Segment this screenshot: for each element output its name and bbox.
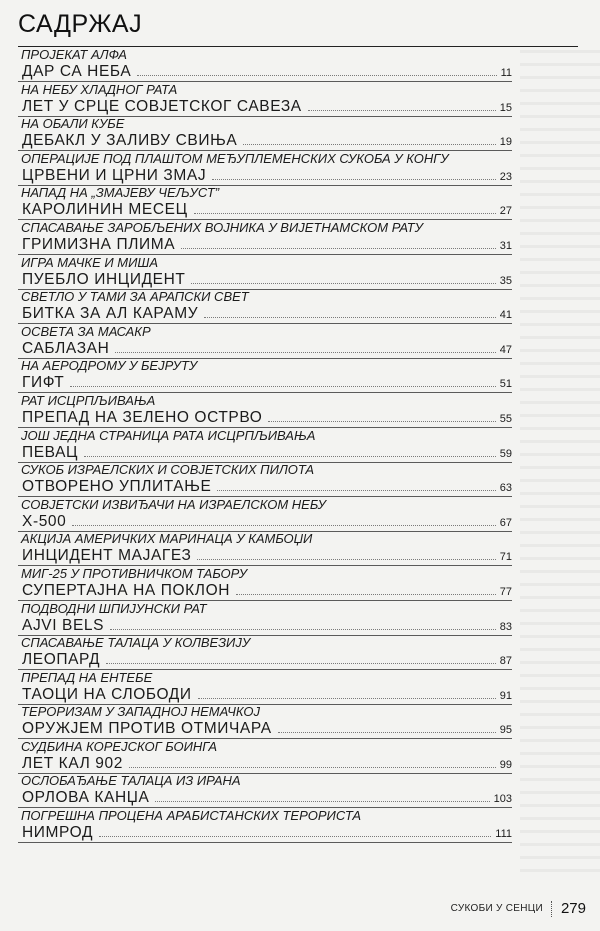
toc-entry-line	[18, 373, 512, 393]
page-number: 279	[560, 900, 586, 917]
toc-entry-title: Х-500	[22, 512, 67, 530]
toc-entry-title: ДАР СА НЕБА	[22, 63, 132, 80]
toc-entry-line	[18, 754, 512, 774]
toc-entry-subtitle: РАТ ИСЦРПЉИВАЊА	[21, 392, 156, 408]
toc-entry-line	[18, 235, 512, 255]
toc-entry-page: 41	[499, 309, 512, 322]
dot-leader	[84, 455, 496, 457]
toc-entry-title: ГРИМИЗНА ПЛИМА	[22, 235, 176, 253]
dot-leader	[110, 628, 496, 630]
toc-entry-subtitle: ПОДВОДНИ ШПИЈУНСКИ РАТ	[21, 600, 207, 616]
toc-entry-line	[18, 477, 512, 497]
toc-entry-subtitle: СОВЈЕТСКИ ИЗВИЂАЧИ НА ИЗРАЕЛСКОМ НЕБУ	[21, 496, 326, 512]
toc-entry-title: СУПЕРТАЈНА НА ПОКЛОН	[22, 581, 231, 599]
toc-entry-line	[18, 166, 512, 186]
toc-entry-page: 103	[493, 793, 512, 806]
toc-entry-subtitle: ОПЕРАЦИЈЕ ПОД ПЛАШТОМ МЕЂУПЛЕМЕНСКИХ СУКОБА У КОНГУ	[21, 150, 449, 166]
toc-entry-line	[18, 443, 512, 463]
toc-entry-page: 31	[499, 239, 512, 252]
toc-entry-title: ГИФТ	[22, 374, 65, 392]
toc-entry-subtitle: НАПАД НА „ЗМАЈЕВУ ЧЕЉУСТ”	[21, 185, 220, 201]
dot-leader	[212, 178, 496, 180]
toc-entry-subtitle: ПОГРЕШНА ПРОЦЕНА АРАБИСТАНСКИХ ТЕРОРИСТА	[21, 808, 361, 824]
toc-entry-title: ЦРВЕНИ И ЦРНИ ЗМАЈ	[22, 166, 207, 184]
dot-leader	[155, 800, 489, 802]
toc-entry-page: 55	[499, 412, 512, 425]
toc-entry-page: 11	[500, 67, 512, 79]
toc-entry-subtitle: НА АЕРОДРОМУ У БЕЈРУТУ	[21, 358, 198, 374]
toc-entry	[18, 152, 512, 187]
toc-entry-page: 91	[499, 689, 512, 702]
toc-entry-line	[18, 788, 512, 808]
toc-entry-page: 95	[499, 724, 512, 737]
toc-entry-page: 99	[499, 758, 512, 771]
toc-entry-subtitle: СВЕТЛО У ТАМИ ЗА АРАПСКИ СВЕТ	[21, 289, 249, 305]
dot-leader	[236, 593, 496, 595]
toc-entry	[18, 705, 512, 740]
toc-entry	[18, 83, 512, 118]
toc-entry-line	[18, 650, 512, 670]
toc-entry-title: ДЕБАКЛ У ЗАЛИВУ СВИЊА	[22, 132, 238, 150]
toc-entry	[18, 325, 512, 360]
dot-leader	[308, 109, 496, 111]
dot-leader	[99, 835, 491, 837]
toc-entry-subtitle: СПАСАВАЊЕ ЗАРОБЉЕНИХ ВОЈНИКА У ВИЈЕТНАМСКОМ РАТУ	[21, 219, 423, 235]
toc-entry	[18, 532, 512, 567]
toc-entry	[18, 117, 512, 152]
toc-entry-line	[18, 685, 512, 705]
toc-entry	[18, 394, 512, 429]
toc-entry-line	[18, 304, 512, 324]
toc-entry	[18, 186, 512, 221]
toc-entry-page: 71	[499, 551, 512, 564]
page-footer	[451, 900, 586, 917]
toc-entry-subtitle: ИГРА МАЧКЕ И МИША	[21, 254, 159, 270]
footer-divider	[551, 901, 553, 917]
toc-entry-subtitle: ТЕРОРИЗАМ У ЗАПАДНОЈ НЕМАЧКОЈ	[21, 704, 261, 720]
toc-entry	[18, 602, 512, 637]
dot-leader	[137, 74, 496, 76]
toc-entry-title: ПРЕПАД НА ЗЕЛЕНО ОСТРВО	[22, 408, 263, 426]
dot-leader	[204, 316, 496, 318]
dot-leader	[70, 385, 495, 387]
toc-entry-subtitle: ОСЛОБАЂАЊЕ ТАЛАЦА ИЗ ИРАНА	[21, 773, 241, 789]
toc-entry	[18, 740, 512, 775]
toc-entry-line	[18, 339, 512, 359]
toc-entry	[18, 498, 512, 533]
toc-entry-title: ТАОЦИ НА СЛОБОДИ	[22, 685, 192, 703]
dot-leader	[181, 247, 496, 249]
toc-entry-subtitle: ЈОШ ЈЕДНА СТРАНИЦА РАТА ИСЦРПЉИВАЊА	[21, 427, 316, 443]
toc-entry	[18, 567, 512, 602]
toc-entry	[18, 429, 512, 464]
toc-entry-title: ЛЕТ КАЛ 902	[22, 754, 123, 772]
toc-entry-title: БИТКА ЗА АЛ КАРАМУ	[22, 305, 199, 323]
toc-entry-page: 35	[499, 274, 512, 287]
toc-entry-line	[18, 200, 512, 220]
toc-entry-title: САБЛАЗАН	[22, 339, 110, 357]
toc-entry-line	[18, 62, 512, 82]
dot-leader	[198, 697, 496, 699]
dot-leader	[115, 351, 495, 353]
toc-entry-page: 111	[495, 828, 512, 841]
dot-leader	[217, 489, 495, 491]
toc-entry-subtitle: ОСВЕТА ЗА МАСАКР	[21, 323, 151, 339]
toc-entry-page: 59	[499, 447, 512, 460]
toc-entry-line	[18, 97, 512, 117]
toc-entry-page: 47	[499, 343, 512, 356]
toc-entry-title: КАРОЛИНИН МЕСЕЦ	[22, 201, 188, 219]
table-of-contents	[18, 48, 512, 844]
toc-entry-page: 15	[499, 101, 512, 114]
toc-entry-title: AJVI BELS	[22, 616, 105, 634]
toc-entry-subtitle: НА НЕБУ ХЛАДНОГ РАТА	[21, 81, 178, 97]
toc-entry-page: 77	[499, 585, 512, 598]
toc-entry-title: ЛЕОПАРД	[22, 651, 101, 669]
dot-leader	[106, 662, 496, 664]
dot-leader	[194, 212, 496, 214]
toc-entry	[18, 290, 512, 325]
toc-entry	[18, 463, 512, 498]
toc-entry-subtitle: АКЦИЈА АМЕРИЧКИХ МАРИНАЦА У КАМБОЏИ	[21, 531, 313, 547]
dot-leader	[129, 766, 496, 768]
toc-entry	[18, 48, 512, 83]
toc-entry-title: ПУЕБЛО ИНЦИДЕНТ	[22, 270, 186, 288]
dot-leader	[268, 420, 495, 422]
toc-entry	[18, 636, 512, 671]
toc-entry-line	[18, 546, 512, 566]
toc-entry-line	[18, 408, 512, 428]
toc-entry-subtitle: СПАСАВАЊЕ ТАЛАЦА У КОЛВЕЗИЈУ	[21, 635, 251, 651]
toc-entry-page: 23	[499, 170, 512, 183]
toc-entry-line	[18, 616, 512, 636]
toc-entry-title: ЛЕТ У СРЦЕ СОВЈЕТСКОГ САВЕЗА	[22, 97, 302, 115]
toc-entry-page: 27	[499, 205, 512, 218]
bleed-through-text	[520, 40, 600, 880]
toc-entry-line	[18, 270, 512, 290]
toc-entry-page: 63	[499, 482, 512, 495]
toc-entry	[18, 774, 512, 809]
toc-entry-page: 67	[499, 516, 512, 529]
toc-entry-page: 51	[499, 378, 512, 391]
toc-entry-subtitle: СУКОБ ИЗРАЕЛСКИХ И СОВЈЕТСКИХ ПИЛОТА	[21, 462, 315, 478]
toc-entry-subtitle: НА ОБАЛИ КУБЕ	[21, 116, 125, 132]
dot-leader	[197, 558, 495, 560]
toc-entry-title: ОТВОРЕНО УПЛИТАЊЕ	[22, 478, 212, 496]
book-title: СУКОБИ У СЕНЦИ	[450, 903, 543, 914]
toc-entry-title: ОРУЖЈЕМ ПРОТИВ ОТМИЧАРА	[22, 720, 272, 738]
toc-entry-title: ПЕВАЦ	[22, 443, 79, 461]
toc-entry	[18, 671, 512, 706]
dot-leader	[191, 282, 495, 284]
toc-entry-line	[18, 131, 512, 151]
toc-entry-title: НИМРОД	[22, 824, 94, 842]
toc-entry-title: ОРЛОВА КАНЏА	[22, 789, 150, 807]
page-title: САДРЖАЈ	[18, 10, 143, 38]
dot-leader	[72, 524, 495, 526]
toc-entry	[18, 256, 512, 291]
toc-entry-page: 87	[499, 655, 512, 668]
toc-entry	[18, 809, 512, 844]
toc-entry-subtitle: МИГ-25 У ПРОТИВНИЧКОМ ТАБОРУ	[21, 565, 248, 581]
toc-entry	[18, 221, 512, 256]
toc-entry-line	[18, 512, 512, 532]
toc-entry-subtitle: СУДБИНА КОРЕЈСКОГ БОИНГА	[21, 738, 217, 754]
toc-entry-title: ИНЦИДЕНТ МАЈАГЕЗ	[22, 547, 192, 565]
toc-entry-page: 19	[499, 136, 512, 149]
dot-leader	[278, 731, 496, 733]
toc-entry-page: 83	[499, 620, 512, 633]
dot-leader	[243, 143, 495, 145]
toc-entry-line	[18, 719, 512, 739]
toc-entry-line	[18, 581, 512, 601]
toc-entry-subtitle: ПРОЈЕКАТ АЛФА	[21, 47, 127, 62]
toc-entry-line	[18, 823, 512, 843]
toc-entry-subtitle: ПРЕПАД НА ЕНТЕБЕ	[21, 669, 153, 685]
toc-entry	[18, 359, 512, 394]
